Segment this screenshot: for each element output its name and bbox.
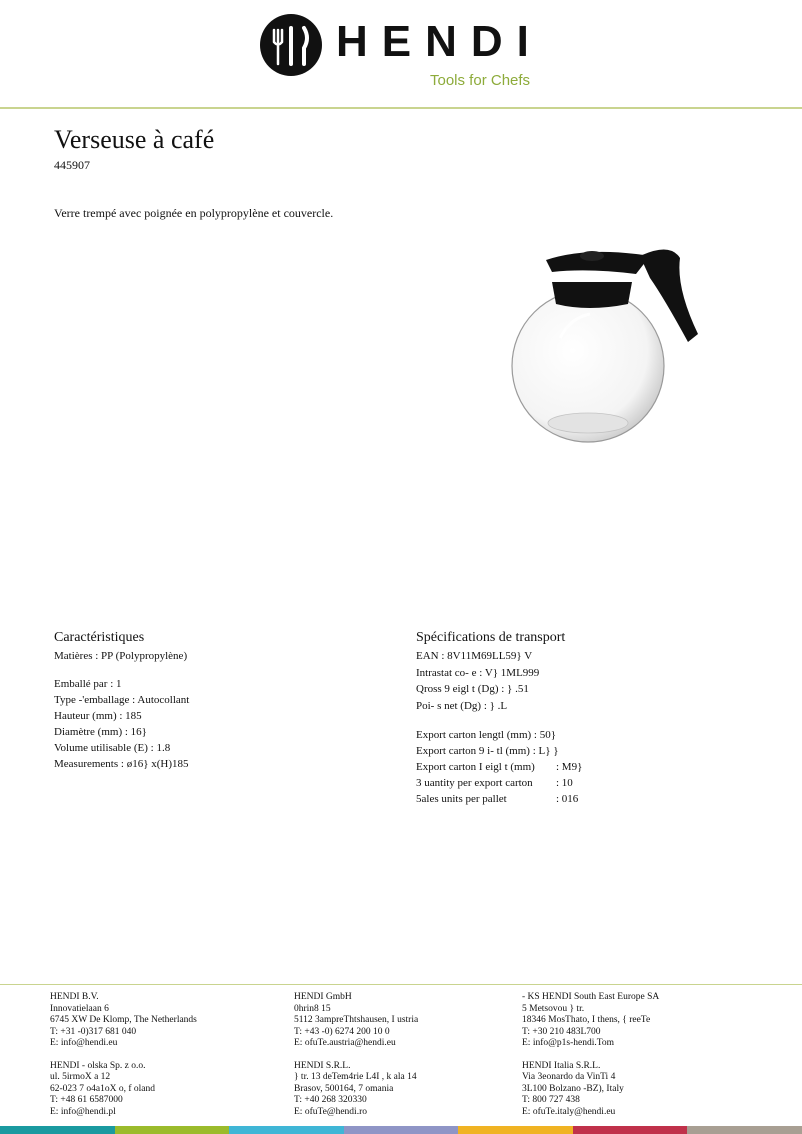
phone: T: +43 -0) 6274 200 10 0 — [294, 1026, 390, 1037]
spec-row: Diamètre (mm) : 16} — [54, 726, 147, 738]
color-stripe — [229, 1126, 344, 1134]
product-description: Verre trempé avec poignée en polypropylène et couvercle. — [54, 206, 334, 220]
color-stripe — [573, 1126, 688, 1134]
material-row: Matières : PP (Polypropylène) — [54, 650, 188, 662]
address-line: Via 3eonardo da VinTi 4 — [522, 1072, 616, 1082]
address-line: } tr. 13 deTem4rie L4I , k ala 14 — [294, 1072, 417, 1082]
office-address — [294, 992, 418, 1050]
cutlery-logo-icon — [260, 14, 322, 76]
transport-row — [416, 791, 582, 807]
address-line: Brasov, 500164, 7 omania — [294, 1083, 394, 1094]
phone: T: 800 727 438 — [522, 1095, 580, 1105]
color-stripe — [458, 1126, 573, 1134]
transport-row — [416, 743, 582, 759]
email: E: info@p1s-hendi.Tom — [522, 1038, 614, 1048]
address-line: 18346 MosThato, I thens, { reeTe — [522, 1015, 651, 1025]
transport-row — [416, 727, 582, 743]
office-address — [522, 1061, 659, 1119]
email: E: info@hendi.pl — [50, 1106, 116, 1117]
address-line: 6745 XW De Klomp, The Netherlands — [50, 1015, 197, 1025]
color-stripe — [0, 1126, 115, 1134]
color-stripe — [115, 1126, 230, 1134]
footer-color-stripes — [0, 1126, 802, 1134]
address-line: 3L100 Bolzano -BZ), Italy — [522, 1083, 624, 1094]
transport-row: EAN : 8V11M69LL59} V — [416, 650, 533, 662]
transport-label: Export carton 9 i- tl (mm) : L} } — [416, 745, 559, 757]
phone: T: +48 61 6587000 — [50, 1095, 123, 1105]
transport-value: : 10 — [556, 777, 573, 789]
office-name: HENDI Italia S.R.L. — [522, 1060, 601, 1071]
office-name: HENDI - olska Sp. z o.o. — [50, 1060, 146, 1071]
email: E: ofuTe.austria@hendi.eu — [294, 1038, 396, 1048]
color-stripe — [344, 1126, 459, 1134]
transport-row: Qross 9 eigl t (Dg) : } .51 — [416, 683, 529, 695]
characteristics-heading: Caractéristiques — [54, 630, 145, 645]
office-name: HENDI B.V. — [50, 992, 99, 1002]
office-address — [522, 992, 659, 1050]
office-address — [50, 1061, 197, 1119]
characteristics-list — [54, 676, 189, 772]
transport-value: : M9} — [556, 761, 583, 773]
footer-col-2 — [294, 992, 418, 1129]
transport-list-b — [416, 727, 582, 807]
phone: T: +30 210 483L700 — [522, 1026, 601, 1037]
email: E: ofuTe.italy@hendi.eu — [522, 1106, 616, 1117]
page-title: Verseuse à café — [54, 125, 215, 154]
header-divider — [0, 107, 802, 109]
coffee-decanter-image — [500, 238, 710, 450]
spec-row: Type -'emballage : Autocollant — [54, 694, 190, 706]
transport-row: Intrastat co- e : V} 1ML999 — [416, 666, 540, 679]
address-line: ul. 5irmoX a 12 — [50, 1072, 111, 1082]
spec-row: Volume utilisable (E) : 1.8 — [54, 742, 171, 754]
address-line: Innovatielaan 6 — [50, 1003, 109, 1014]
office-name: HENDI S.R.L. — [294, 1060, 351, 1071]
transport-row: Poi- s net (Dg) : } .L — [416, 699, 508, 712]
transport-label: 5ales units per pallet — [416, 793, 507, 805]
transport-label: 3 uantity per export carton — [416, 777, 533, 789]
address-line: 0hrin8 15 — [294, 1003, 331, 1014]
address-line: 62-023 7 o4a1oX o, f oland — [50, 1083, 156, 1094]
hendi-logo — [260, 12, 550, 92]
spec-row: Emballé par : 1 — [54, 678, 122, 690]
email: E: info@hendi.eu — [50, 1038, 118, 1048]
transport-heading: Spécifications de transport — [416, 630, 566, 645]
transport-label: Export carton lengtl (mm) : 50} — [416, 729, 556, 741]
email: E: ofuTe@hendi.ro — [294, 1106, 367, 1117]
footer-col-1 — [50, 992, 197, 1129]
brand-name: HENDI — [336, 17, 543, 66]
transport-row — [416, 759, 582, 775]
office-address — [50, 992, 197, 1050]
color-stripe — [687, 1126, 802, 1134]
transport-list-a — [416, 648, 539, 714]
office-address — [294, 1061, 418, 1119]
phone: T: +40 268 320330 — [294, 1095, 367, 1105]
spec-row: Measurements : ø16} x(H)185 — [54, 758, 189, 770]
transport-label: Export carton I eigl t (mm) — [416, 761, 535, 773]
spec-row: Hauteur (mm) : 185 — [54, 710, 142, 722]
office-name: HENDI GmbH — [294, 992, 352, 1002]
transport-row — [416, 775, 582, 791]
office-name: - KS HENDI South East Europe SA — [522, 992, 660, 1002]
product-sku: 445907 — [54, 158, 90, 172]
phone: T: +31 -0)317 681 040 — [50, 1026, 137, 1037]
address-line: 5112 3ampreThtshausen, I ustria — [294, 1015, 419, 1025]
footer-divider — [0, 984, 802, 985]
brand-tagline: Tools for Chefs — [430, 72, 531, 89]
address-line: 5 Metsovou } tr. — [522, 1003, 585, 1014]
transport-value: : 016 — [556, 793, 579, 805]
footer-col-3 — [522, 992, 659, 1129]
